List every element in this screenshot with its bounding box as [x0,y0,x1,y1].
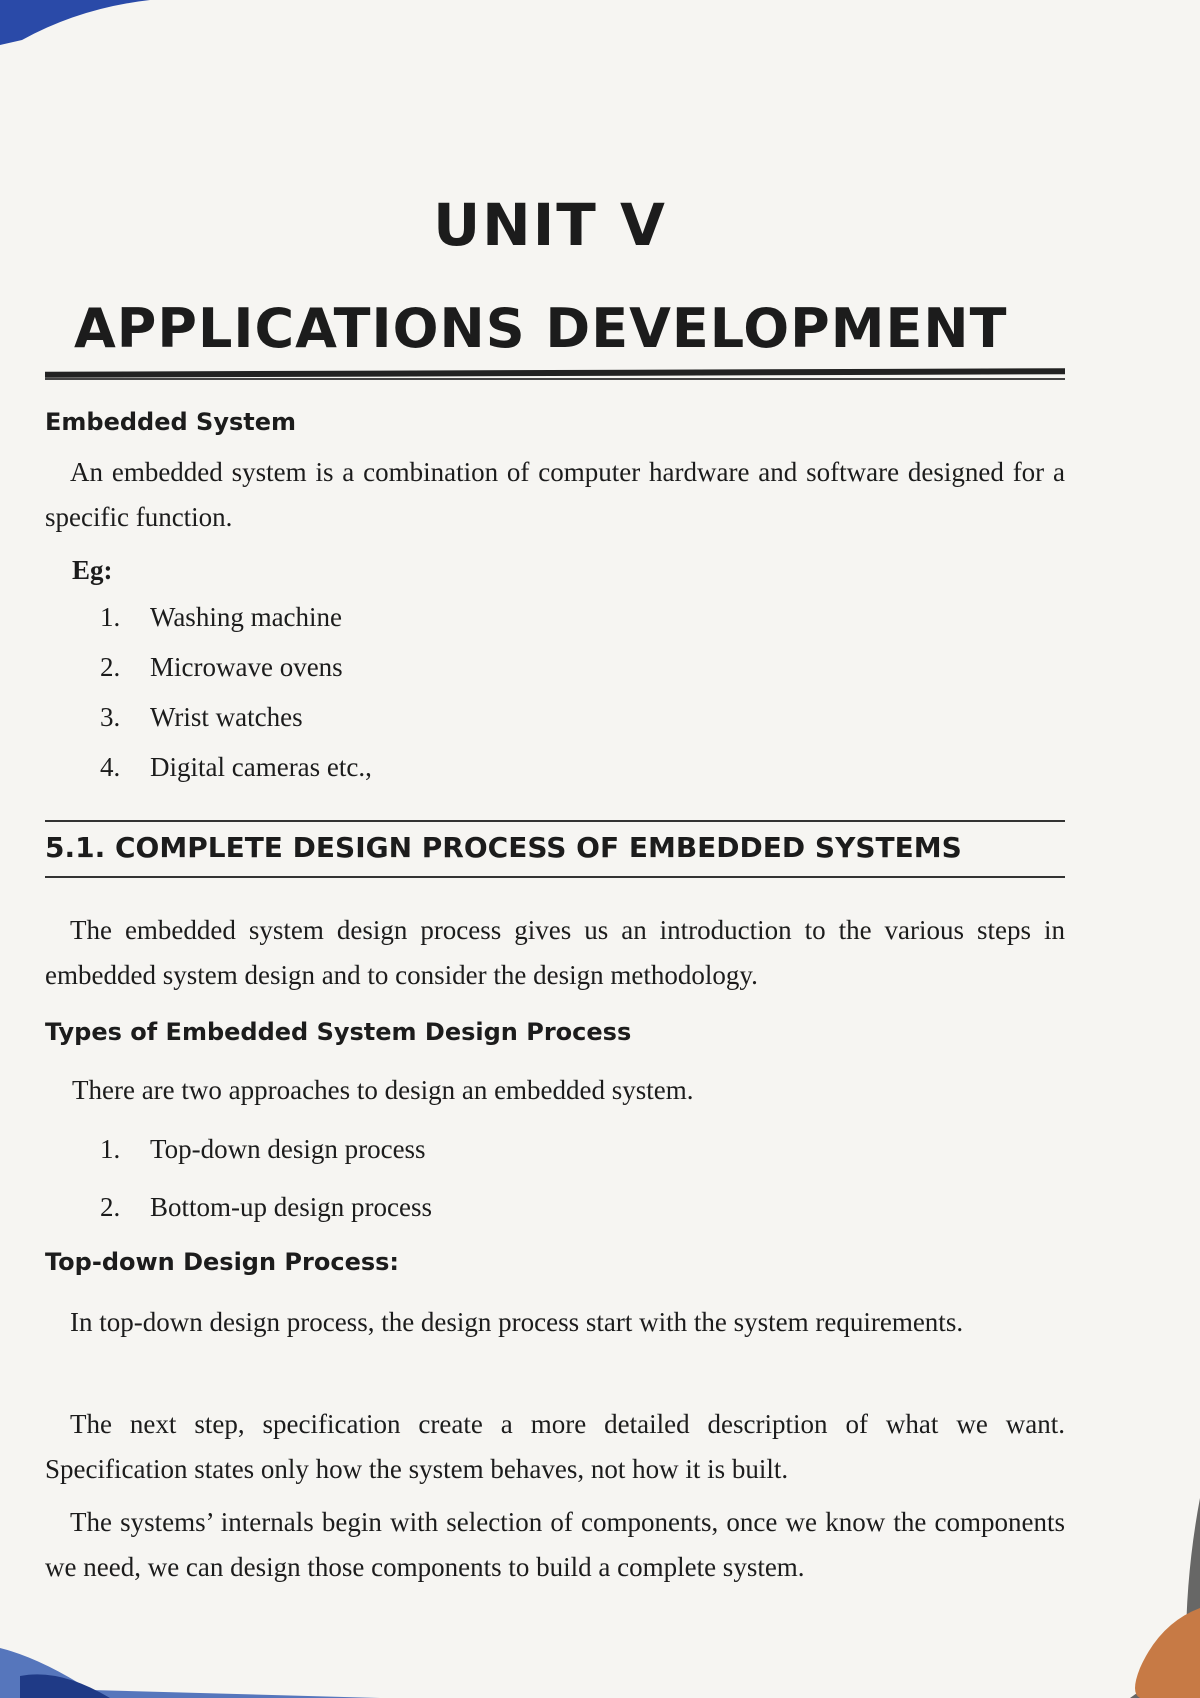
list-text: Washing machine [150,602,343,632]
section-heading: 5.1. COMPLETE DESIGN PROCESS OF EMBEDDED SYSTEMS [45,831,962,864]
title-underline [45,368,1065,378]
list-number: 4. [100,752,121,782]
chapter-title: APPLICATIONS DEVELOPMENT [74,297,1008,360]
unit-title: UNIT V [433,191,667,259]
list-item [100,742,800,792]
list-text: Digital cameras etc., [150,752,372,782]
list-item [100,692,800,742]
page-corner-shadow [0,1638,380,1698]
title-underline-thin [45,378,1065,380]
list-text: Bottom-up design process [150,1192,432,1222]
topdown-paragraph: In top-down design process, the design process start with the system requirements. [70,1307,964,1337]
types-heading: Types of Embedded System Design Process [45,1018,632,1046]
finger-shadow [1100,1458,1200,1698]
list-number: 2. [100,1192,121,1222]
example-label: Eg: [72,555,113,585]
embedded-system-heading: Embedded System [45,408,297,436]
page-corner-shadow [0,0,150,45]
topdown-heading: Top-down Design Process: [45,1248,400,1276]
list-number: 3. [100,702,121,732]
list-item [100,1178,800,1236]
section-intro: The embedded system design process gives us an introduction to the various steps in embedded system design and to consider the design methodology. [45,915,1065,990]
list-item [100,1120,800,1178]
section-rule-top [45,820,1065,822]
list-number: 2. [100,652,121,682]
examples-list [100,592,800,792]
embedded-definition: An embedded system is a combination of computer hardware and software designed for a specific function. [45,457,1065,532]
section-rule-bottom [45,876,1065,878]
approaches-list [100,1120,800,1236]
approaches-intro: There are two approaches to design an embedded system. [72,1075,694,1105]
topdown-paragraph: The next step, specification create a more detailed description of what we want. Specification states only how the system behaves, not how it is built. [45,1409,1065,1484]
topdown-paragraph: The systems’ internals begin with selection of components, once we know the components we need, we can design those components to build a complete system. [45,1507,1065,1582]
list-item [100,642,800,692]
list-number: 1. [100,602,121,632]
list-number: 1. [100,1134,121,1164]
list-item [100,592,800,642]
list-text: Top-down design process [150,1134,426,1164]
list-text: Microwave ovens [150,652,343,682]
list-text: Wrist watches [150,702,303,732]
